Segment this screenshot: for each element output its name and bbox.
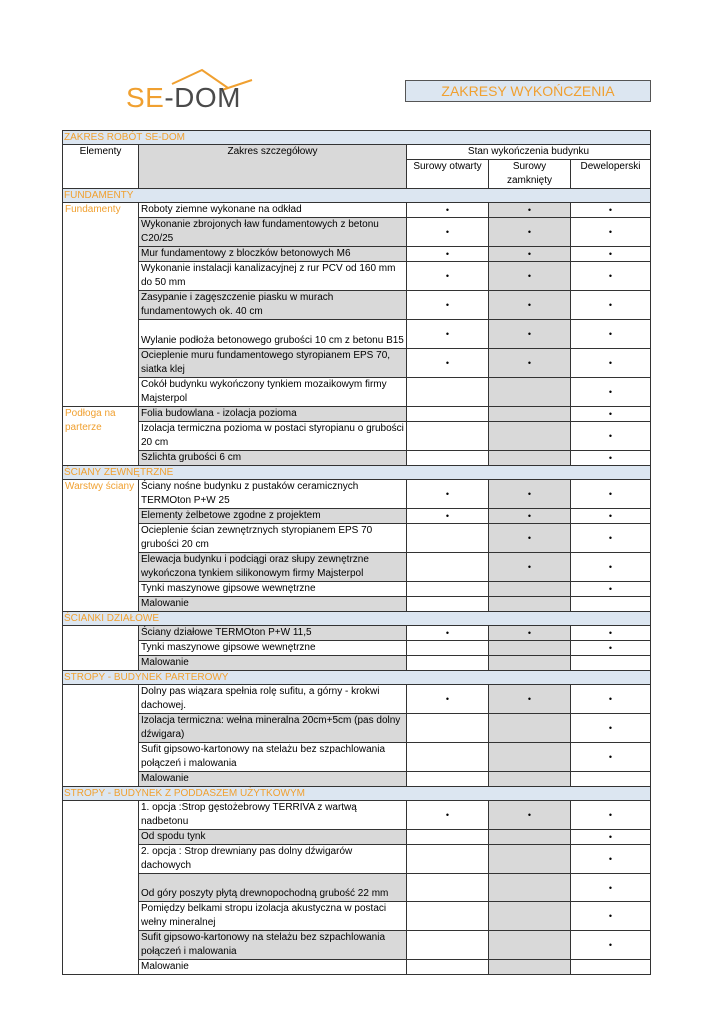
row-description: Ocieplenie muru fundamentowego styropianem EPS 70, siatka klej [139, 349, 407, 378]
mark-raw-closed: • [489, 509, 571, 524]
table-row [63, 582, 651, 597]
table-row [63, 960, 651, 975]
section-header-scianki-dzialowe: ŚCIANKI DZIAŁOWE [63, 612, 651, 626]
mark-developer: • [571, 262, 651, 291]
se-dom-logo [124, 68, 256, 114]
mark-raw-closed: • [489, 291, 571, 320]
row-description: Od spodu tynk [139, 830, 407, 845]
table-row [63, 626, 651, 641]
row-description: Elewacja budynku i podciągi oraz słupy zewnętrzne wykończona tynkiem silikonowym firmy Majsterpol [139, 553, 407, 582]
mark-developer: • [571, 451, 651, 466]
mark-developer: • [571, 349, 651, 378]
mark-raw-open: • [407, 509, 489, 524]
mark-developer: • [571, 509, 651, 524]
row-description: Tynki maszynowe gipsowe wewnętrzne [139, 582, 407, 597]
mark-raw-closed: • [489, 801, 571, 830]
row-description: Malowanie [139, 772, 407, 787]
mark-raw-open: • [407, 480, 489, 509]
scope-table [62, 130, 651, 975]
mark-raw-closed: • [489, 203, 571, 218]
row-description: Zasypanie i zagęszczenie piasku w murach fundamentowych ok. 40 cm [139, 291, 407, 320]
row-description: Wylanie podłoża betonowego grubości 10 cm z betonu B15 [139, 320, 407, 349]
mark-developer: • [571, 378, 651, 407]
row-description: Malowanie [139, 597, 407, 612]
mark-developer: • [571, 830, 651, 845]
row-description: Szlichta grubości 6 cm [139, 451, 407, 466]
row-description: Roboty ziemne wykonane na odkład [139, 203, 407, 218]
mark-developer: • [571, 714, 651, 743]
table-row [63, 451, 651, 466]
mark-developer: • [571, 845, 651, 874]
row-description: Ściany nośne budynku z pustaków ceramicznych TERMOton P+W 25 [139, 480, 407, 509]
mark-developer: • [571, 685, 651, 714]
mark-developer: • [571, 626, 651, 641]
category-warstwy: Warstwy ściany [63, 480, 139, 612]
table-row [63, 772, 651, 787]
mark-developer: • [571, 874, 651, 902]
mark-raw-closed: • [489, 524, 571, 553]
page-title: ZAKRESY WYKOŃCZENIA [405, 80, 651, 102]
mark-raw-open: • [407, 203, 489, 218]
column-header-raw-open: Surowy otwarty [407, 160, 489, 189]
table-row [63, 902, 651, 931]
table-row [63, 743, 651, 772]
table-row [63, 422, 651, 451]
mark-developer: • [571, 582, 651, 597]
mark-raw-closed: • [489, 553, 571, 582]
table-row [63, 291, 651, 320]
mark-developer: • [571, 320, 651, 349]
mark-raw-closed: • [489, 320, 571, 349]
mark-developer: • [571, 247, 651, 262]
mark-developer: • [571, 553, 651, 582]
row-description: Wykonanie zbrojonych ław fundamentowych z betonu C20/25 [139, 218, 407, 247]
table-row [63, 218, 651, 247]
mark-developer: • [571, 743, 651, 772]
table-row [63, 203, 651, 218]
mark-raw-closed: • [489, 685, 571, 714]
mark-raw-closed: • [489, 247, 571, 262]
table-row [63, 349, 651, 378]
mark-raw-open: • [407, 262, 489, 291]
row-description: Malowanie [139, 960, 407, 975]
mark-raw-open: • [407, 218, 489, 247]
mark-developer: • [571, 902, 651, 931]
section-header-stropy-poddasze: STROPY - BUDYNEK Z PODDASZEM UŻYTKOWYM [63, 787, 651, 801]
table-row [63, 801, 651, 830]
table-row [63, 247, 651, 262]
row-description: Izolacja termiczna: wełna mineralna 20cm+5cm (pas dolny dźwigara) [139, 714, 407, 743]
row-description: 2. opcja : Strop drewniany pas dolny dźwigarów dachowych [139, 845, 407, 874]
mark-developer: • [571, 641, 651, 656]
mark-raw-open: • [407, 291, 489, 320]
row-description: Folia budowlana - izolacja pozioma [139, 407, 407, 422]
mark-developer: • [571, 203, 651, 218]
row-description: Sufit gipsowo-kartonowy na stelażu bez szpachlowania połączeń i malowania [139, 931, 407, 960]
table-row [63, 553, 651, 582]
table-row [63, 509, 651, 524]
row-description: Cokół budynku wykończony tynkiem mozaikowym firmy Majsterpol [139, 378, 407, 407]
row-description: Wykonanie instalacji kanalizacyjnej z rur PCV od 160 mm do 50 mm [139, 262, 407, 291]
mark-developer: • [571, 407, 651, 422]
column-header-scope: Zakres szczegółowy [139, 145, 407, 189]
mark-developer: • [571, 801, 651, 830]
category-podloga: Podłoga na parterze [63, 407, 139, 466]
row-description: Dolny pas wiązara spełnia rolę sufitu, a górny - krokwi dachowej. [139, 685, 407, 714]
mark-raw-open: • [407, 685, 489, 714]
category-fundamenty: Fundamenty [63, 203, 139, 218]
table-row [63, 656, 651, 671]
table-row [63, 874, 651, 902]
mark-raw-closed: • [489, 349, 571, 378]
row-description: Mur fundamentowy z bloczków betonowych M6 [139, 247, 407, 262]
column-header-raw-closed: Surowy zamknięty [489, 160, 571, 189]
section-header-fundamenty: FUNDAMENTY [63, 189, 651, 203]
section-header-sciany-zewnetrzne: ŚCIANY ZEWNĘTRZNE [63, 466, 651, 480]
section-header-stropy-parterowy: STROPY - BUDYNEK PARTEROWY [63, 671, 651, 685]
mark-developer: • [571, 422, 651, 451]
row-description: Ściany działowe TERMOton P+W 11,5 [139, 626, 407, 641]
mark-raw-open: • [407, 349, 489, 378]
row-description: Pomiędzy belkami stropu izolacja akustyczna w postaci wełny mineralnej [139, 902, 407, 931]
row-description: Sufit gipsowo-kartonowy na stelażu bez szpachlowania połączeń i malowania [139, 743, 407, 772]
logo-wordmark: SE-DOM [126, 82, 242, 113]
mark-raw-open: • [407, 626, 489, 641]
table-row [63, 407, 651, 422]
mark-raw-open: • [407, 320, 489, 349]
row-description: Elementy żelbetowe zgodne z projektem [139, 509, 407, 524]
column-header-elements: Elementy [63, 145, 139, 189]
row-description: Izolacja termiczna pozioma w postaci styropianu o grubości 20 cm [139, 422, 407, 451]
table-row [63, 378, 651, 407]
table-row [63, 320, 651, 349]
mark-developer: • [571, 931, 651, 960]
section-header-main: ZAKRES ROBÓT SE-DOM [63, 131, 651, 145]
mark-developer: • [571, 480, 651, 509]
table-row [63, 480, 651, 509]
row-description: Od góry poszyty płytą drewnopochodną grubość 22 mm [139, 874, 407, 902]
row-description: 1. opcja :Strop gęstożebrowy TERRIVA z wartwą nadbetonu [139, 801, 407, 830]
table-row [63, 685, 651, 714]
mark-developer: • [571, 524, 651, 553]
row-description: Ocieplenie ścian zewnętrznych styropianem EPS 70 grubości 20 cm [139, 524, 407, 553]
table-row [63, 262, 651, 291]
table-row [63, 597, 651, 612]
mark-raw-open: • [407, 247, 489, 262]
table-row [63, 931, 651, 960]
table-row [63, 830, 651, 845]
row-description: Malowanie [139, 656, 407, 671]
table-row [63, 641, 651, 656]
mark-developer: • [571, 218, 651, 247]
column-header-developer: Deweloperski [571, 160, 651, 189]
mark-raw-closed: • [489, 626, 571, 641]
mark-raw-closed: • [489, 218, 571, 247]
table-row [63, 845, 651, 874]
mark-raw-open: • [407, 801, 489, 830]
column-header-state: Stan wykończenia budynku [407, 145, 651, 160]
table-row [63, 714, 651, 743]
mark-raw-closed: • [489, 262, 571, 291]
row-description: Tynki maszynowe gipsowe wewnętrzne [139, 641, 407, 656]
table-header-row [63, 145, 651, 160]
mark-raw-closed: • [489, 480, 571, 509]
table-row [63, 524, 651, 553]
mark-developer: • [571, 291, 651, 320]
